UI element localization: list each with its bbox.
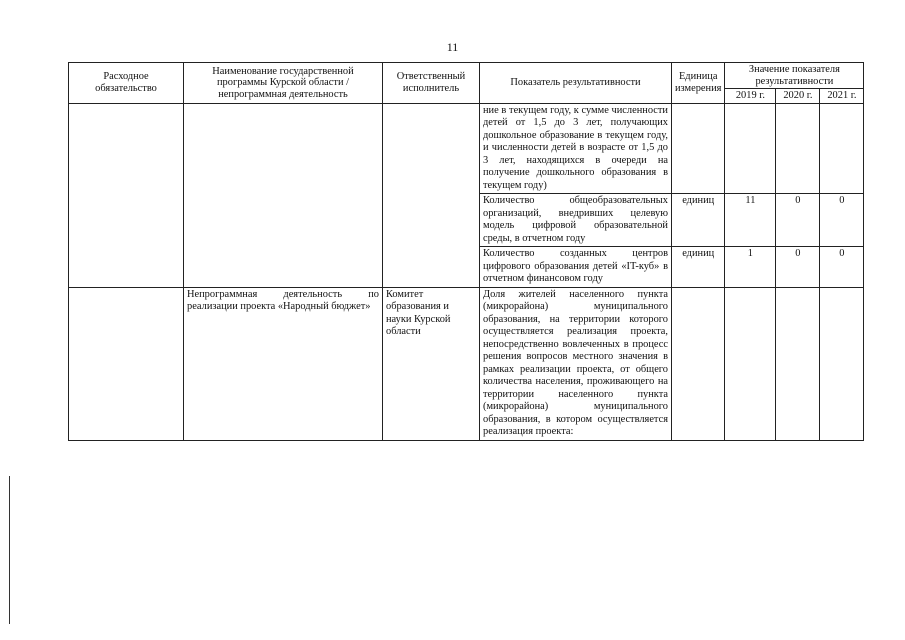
value-2019-cell: [725, 287, 776, 440]
executor-cell: [383, 103, 480, 287]
value-2020-cell: [776, 287, 820, 440]
program-cell: Непрограммная деятельность по реализации проекта «Народный бюджет»: [184, 287, 383, 440]
header-indicator: Показатель результативности: [480, 63, 672, 104]
unit-cell: единиц: [672, 194, 725, 247]
value-2019-cell: 11: [725, 194, 776, 247]
value-2019-cell: 1: [725, 247, 776, 288]
indicator-cell: Доля жителей населенного пункта (микрорайона) муниципального образования, на территории которого осуществляется реализация проекта, непосредственно вовлеченных в процесс решения вопросов местного значения в рамках реализации проекта, от общего количества населения, проживающего на территории населенного пункта (микрорайона) муниципального образования, в котором осуществляется реализация проекта:: [480, 287, 672, 440]
header-program: Наименование государственной программы Курской области / непрограммная деятельность: [184, 63, 383, 104]
value-2020-cell: 0: [776, 194, 820, 247]
header-unit: Единица измерения: [672, 63, 725, 104]
indicator-cell: ние в текущем году, к сумме численности детей от 1,5 до 3 лет, получающих дошкольное образование в текущем году, и численности детей в возрасте от 1,5 до 3 лет, находящихся в очереди на получение дошкольного образования в текущем году): [480, 103, 672, 194]
value-2019-cell: [725, 103, 776, 194]
unit-cell: [672, 103, 725, 194]
header-year-2020: 2020 г.: [776, 89, 820, 104]
page-number: 11: [446, 40, 459, 54]
header-values-group: Значение показателя результативности: [725, 63, 864, 89]
header-executor: Ответственный исполнитель: [383, 63, 480, 104]
unit-cell: [672, 287, 725, 440]
executor-cell: Комитет образования и науки Курской области: [383, 287, 480, 440]
table-row: [69, 287, 864, 440]
value-2021-cell: 0: [820, 247, 864, 288]
table-row: [69, 103, 864, 194]
value-2021-cell: [820, 287, 864, 440]
value-2021-cell: 0: [820, 194, 864, 247]
value-2021-cell: [820, 103, 864, 194]
unit-cell: единиц: [672, 247, 725, 288]
header-year-2021: 2021 г.: [820, 89, 864, 104]
indicator-cell: Количество общеобразовательных организаций, внедривших целевую модель цифровой образовательной среды, в отчетном году: [480, 194, 672, 247]
obligation-cell: [69, 103, 184, 287]
header-year-2019: 2019 г.: [725, 89, 776, 104]
value-2020-cell: 0: [776, 247, 820, 288]
obligation-cell: [69, 287, 184, 440]
program-cell: [184, 103, 383, 287]
results-table: [68, 62, 864, 441]
scan-margin-line: [9, 476, 10, 624]
header-obligation: Расходное обязательство: [69, 63, 184, 104]
indicator-cell: Количество созданных центров цифрового образования детей «IT-куб» в отчетном финансовом году: [480, 247, 672, 288]
value-2020-cell: [776, 103, 820, 194]
